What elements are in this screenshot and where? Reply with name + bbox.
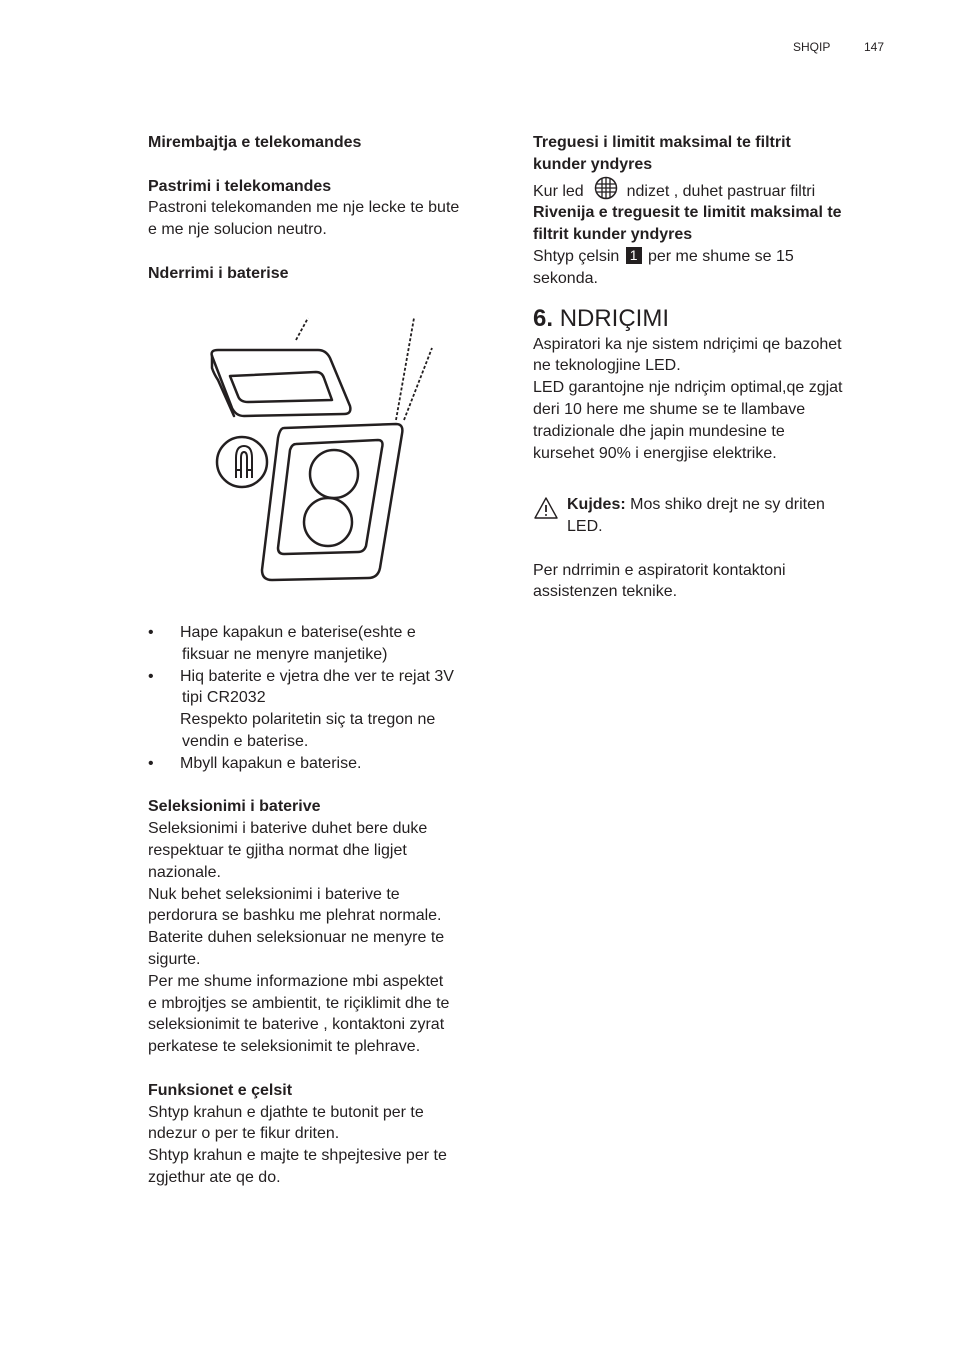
filter-heading-line-2: kunder yndyres — [533, 155, 653, 173]
list-item — [148, 753, 508, 775]
press-text-before: Shtyp çelsin — [533, 247, 620, 265]
led-text — [533, 176, 893, 203]
functions-heading: Funksionet e çelsit — [148, 1081, 293, 1099]
functions-line: zgjethur ate qe do. — [148, 1168, 281, 1186]
selection-line: seleksionimit te baterive , kontaktoni zyrat — [148, 1016, 445, 1034]
bullet: • — [148, 754, 154, 772]
lighting-line: ne teknologjine LED. — [533, 357, 681, 375]
step-1-line-2: fiksuar ne menyre manjetike) — [182, 645, 388, 663]
caution-label: Kujdes: — [567, 496, 626, 514]
selection-line: nazionale. — [148, 863, 221, 881]
led-text-after: ndizet , duhet pastruar filtri — [626, 182, 816, 200]
selection-line: Seleksionimi i baterive duhet bere duke — [148, 820, 428, 838]
filter-heading-line-1: Treguesi i limitit maksimal te filtrit — [533, 134, 791, 151]
selection-line: e mbrojtjes se ambientit, te riçiklimit dhe te — [148, 994, 450, 1012]
cleaning-text-2: e me nje solucion neutro. — [148, 221, 327, 239]
functions-line: Shtyp krahun e djathte te butonit per te — [148, 1103, 424, 1121]
caution-note — [533, 494, 893, 538]
battery-steps — [148, 622, 508, 1189]
caution-line-1 — [567, 494, 893, 516]
selection-line: perkatese te seleksionimit te plehrave. — [148, 1038, 421, 1056]
key-1-icon: 1 — [626, 247, 642, 264]
left-column — [148, 132, 508, 285]
step-2-line-4: vendin e baterise. — [182, 732, 309, 750]
caution-line-2: LED. — [567, 517, 603, 535]
bullet: • — [148, 624, 154, 641]
warning-triangle-icon — [533, 496, 559, 520]
led-text-before: Kur led — [533, 182, 584, 200]
selection-line: Per me shume informazione mbi aspektet — [148, 972, 444, 990]
cleaning-heading: Pastrimi i telekomandes — [148, 177, 332, 195]
functions-line: ndezur o per te fikur driten. — [148, 1125, 340, 1143]
selection-line: perdorura se bashku me plehrat normale. — [148, 907, 442, 925]
lighting-line: LED garantojne nje ndriçim optimal,qe zgjat — [533, 379, 843, 397]
section-title: NDRIÇIMI — [559, 304, 670, 332]
step-2-line-1: Hiq baterite e vjetra dhe ver te rejat 3V — [180, 667, 454, 685]
lighting-line: Aspiratori ka nje sistem ndriçimi qe bazohet — [533, 335, 842, 353]
right-column — [533, 132, 893, 603]
section-number: 6. — [533, 304, 554, 332]
caution-text: Mos shiko drejt ne sy driten — [625, 496, 825, 514]
step-2-line-2: tipi CR2032 — [182, 689, 266, 707]
section-heading — [533, 304, 893, 334]
step-2-line-3: Respekto polaritetin siç ta tregon ne — [180, 711, 436, 729]
maintenance-heading: Mirembajtja e telekomandes — [148, 134, 362, 151]
selection-heading: Seleksionimi i baterive — [148, 798, 321, 816]
reset-heading-line-2: filtrit kunder yndyres — [533, 226, 693, 244]
grease-filter-led-icon — [594, 176, 618, 200]
lighting-line: deri 10 here me shume se te llambave — [533, 400, 806, 418]
bullet: • — [148, 667, 154, 685]
step-3-line-1: Mbyll kapakun e baterise. — [180, 754, 362, 772]
selection-line: Baterite duhen seleksionuar ne menyre te — [148, 929, 445, 947]
list-item — [148, 666, 508, 688]
lighting-line: kursehet 90% i energjise elektrike. — [533, 444, 777, 462]
press-text-line-2: sekonda. — [533, 269, 598, 287]
list-item — [148, 622, 508, 644]
press-text-after: per me shume se 15 — [647, 247, 794, 265]
functions-line: Shtyp krahun e majte te shpejtesive per te — [148, 1147, 447, 1165]
cleaning-text-1: Pastroni telekomanden me nje lecke te bute — [148, 199, 460, 217]
press-text — [533, 246, 893, 268]
header-language: SHQIP — [793, 40, 831, 54]
selection-line: respektuar te gjitha normat dhe ligjet — [148, 841, 407, 859]
battery-heading: Nderrimi i baterise — [148, 264, 289, 282]
contact-line-2: assistenzen teknike. — [533, 583, 678, 601]
contact-line-1: Per ndrrimin e aspiratorit kontaktoni — [533, 561, 786, 579]
reset-heading-line-1: Rivenija e treguesit te limitit maksimal te — [533, 204, 842, 222]
lighting-line: tradizionale dhe japin mundesine te — [533, 422, 785, 440]
step-1-line-1: Hape kapakun e baterise(eshte e — [180, 624, 416, 641]
remote-battery-illustration — [200, 310, 450, 590]
selection-line: sigurte. — [148, 950, 201, 968]
selection-line: Nuk behet seleksionimi i baterive te — [148, 885, 400, 903]
page-number: 147 — [864, 40, 885, 54]
